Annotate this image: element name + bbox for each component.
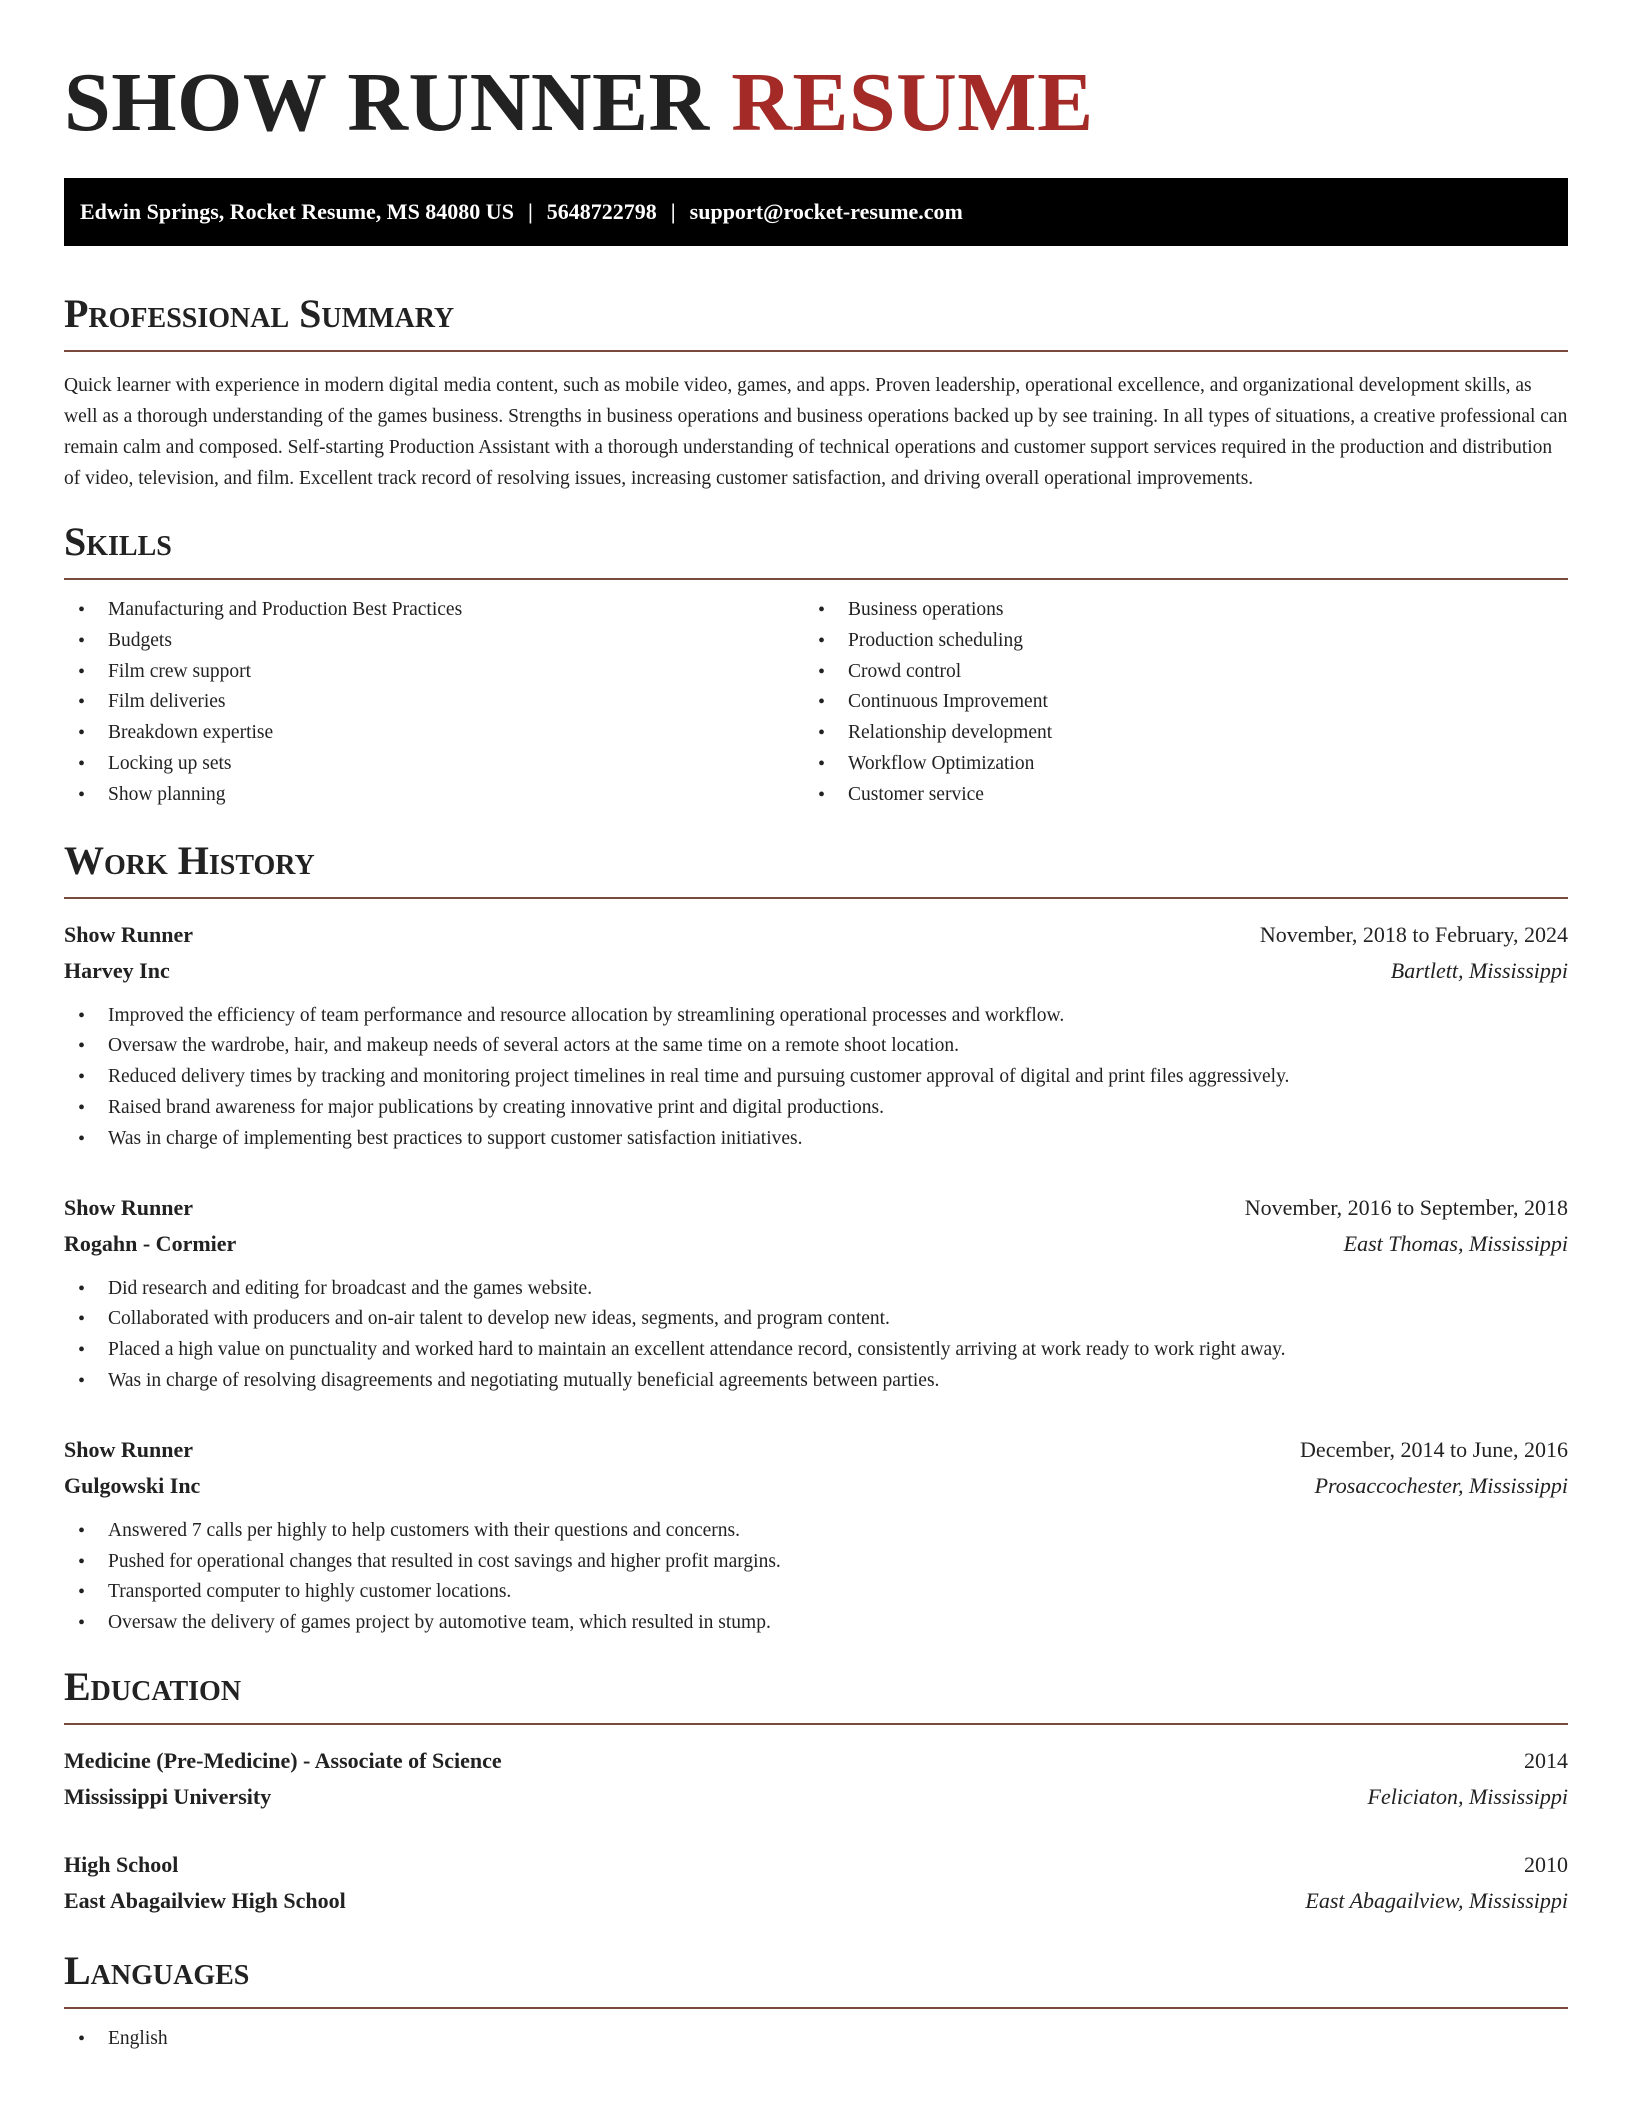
education-year: 2010: [1524, 1851, 1568, 1877]
education-school: Mississippi University: [64, 1783, 272, 1809]
skill-item: • Business operations: [804, 595, 1544, 626]
education-location: Feliciaton, Mississippi: [1367, 1783, 1568, 1809]
education-degree: Medicine (Pre-Medicine) - Associate of Science: [64, 1747, 502, 1773]
job-bullet: • Transported computer to highly customer locations.: [64, 1577, 1568, 1608]
skill-item: • Locking up sets: [64, 749, 804, 780]
job-bullet: • Collaborated with producers and on-air talent to develop new ideas, segments, and program content.: [64, 1304, 1568, 1335]
job-bullet: • Did research and editing for broadcast and the games website.: [64, 1274, 1568, 1305]
education-entry: [64, 1847, 1568, 1919]
section-divider: [64, 897, 1568, 899]
skills-column-right: [804, 595, 1544, 811]
language-item: • English: [64, 2024, 1568, 2055]
contact-separator: |: [670, 199, 676, 224]
education-section: [64, 1663, 1568, 1919]
job-location: Prosaccochester, Mississippi: [1314, 1472, 1568, 1498]
skill-item: • Workflow Optimization: [804, 749, 1544, 780]
skill-item: • Crowd control: [804, 657, 1544, 688]
job-bullet: • Was in charge of resolving disagreements and negotiating mutually beneficial agreements between parties.: [64, 1366, 1568, 1397]
skill-item: • Film deliveries: [64, 687, 804, 718]
job-entry: [64, 1432, 1568, 1639]
education-year: 2014: [1524, 1747, 1568, 1773]
skills-column-left: [64, 595, 804, 811]
job-bullet: • Reduced delivery times by tracking and monitoring project timelines in real time and pursuing customer approval of digital and print files aggressively.: [64, 1062, 1568, 1093]
skills-list: [64, 595, 1568, 811]
skill-item: • Manufacturing and Production Best Practices: [64, 595, 804, 626]
section-divider: [64, 578, 1568, 580]
languages-section: [64, 1947, 1568, 2055]
work-history-section: [64, 837, 1568, 1639]
education-heading: Education: [64, 1663, 242, 1709]
skill-item: • Budgets: [64, 626, 804, 657]
job-bullet: • Was in charge of implementing best practices to support customer satisfaction initiatives.: [64, 1124, 1568, 1155]
job-bullet: • Pushed for operational changes that resulted in cost savings and higher profit margins.: [64, 1547, 1568, 1578]
contact-email[interactable]: support@rocket-resume.com: [689, 199, 963, 224]
job-entry: [64, 1190, 1568, 1397]
summary-heading: Professional Summary: [64, 291, 455, 336]
job-entry: [64, 917, 1568, 1155]
skill-item: • Customer service: [804, 780, 1544, 811]
summary-text: Quick learner with experience in modern digital media content, such as mobile video, games, and apps. Proven leadership, operational excellence, and organizational development skills, as well as a thorough understanding of the games business. Strengths in business operations and business operations backed up by see training. In all types of situations, a creative professional can remain calm and composed. Self-starting Production Assistant with a thorough understanding of technical operations and customer support services required in the production and distribution of video, television, and film. Excellent track record of resolving issues, increasing customer satisfaction, and driving overall operational improvements.: [64, 375, 1568, 489]
skill-item: • Relationship development: [804, 718, 1544, 749]
education-school: East Abagailview High School: [64, 1887, 346, 1913]
job-bullet: • Oversaw the delivery of games project by automotive team, which resulted in stump.: [64, 1608, 1568, 1639]
job-location: Bartlett, Mississippi: [1390, 957, 1568, 983]
job-company: Gulgowski Inc: [64, 1472, 201, 1498]
skill-item: • Production scheduling: [804, 626, 1544, 657]
section-divider: [64, 350, 1568, 352]
contact-phone[interactable]: 5648722798: [546, 199, 657, 224]
resume-page: [64, 0, 1568, 2055]
title-accent: RESUME: [731, 56, 1094, 149]
job-title: Show Runner: [64, 921, 193, 947]
section-divider: [64, 2007, 1568, 2009]
job-bullet: • Answered 7 calls per highly to help customers with their questions and concerns.: [64, 1516, 1568, 1547]
job-dates: November, 2016 to September, 2018: [1244, 1194, 1568, 1220]
languages-heading: Languages: [64, 1947, 250, 1993]
summary-section: [64, 290, 1568, 494]
skills-heading: Skills: [64, 519, 172, 564]
job-company: Rogahn - Cormier: [64, 1230, 237, 1256]
job-company: Harvey Inc: [64, 957, 170, 983]
job-dates: December, 2014 to June, 2016: [1300, 1436, 1568, 1462]
contact-address: Edwin Springs, Rocket Resume, MS 84080 US: [80, 199, 514, 224]
languages-list: [64, 2024, 1568, 2055]
education-degree: High School: [64, 1851, 179, 1877]
title-main: SHOW RUNNER: [64, 56, 710, 149]
job-bullet: • Raised brand awareness for major publications by creating innovative print and digital productions.: [64, 1093, 1568, 1124]
job-location: East Thomas, Mississippi: [1343, 1230, 1568, 1256]
section-divider: [64, 1723, 1568, 1725]
education-entry: [64, 1743, 1568, 1815]
contact-bar: [64, 178, 1568, 246]
contact-separator: |: [527, 199, 533, 224]
resume-title: [64, 58, 1568, 148]
job-bullet: • Placed a high value on punctuality and worked hard to maintain an excellent attendance record, consistently arriving at work ready to work right away.: [64, 1335, 1568, 1366]
job-bullet: • Oversaw the wardrobe, hair, and makeup needs of several actors at the same time on a remote shoot location.: [64, 1031, 1568, 1062]
skill-item: • Film crew support: [64, 657, 804, 688]
skill-item: • Continuous Improvement: [804, 687, 1544, 718]
job-title: Show Runner: [64, 1194, 193, 1220]
skill-item: • Breakdown expertise: [64, 718, 804, 749]
education-location: East Abagailview, Mississippi: [1305, 1887, 1568, 1913]
work-history-heading: Work History: [64, 837, 315, 883]
skill-item: • Show planning: [64, 780, 804, 811]
job-title: Show Runner: [64, 1436, 193, 1462]
skills-section: [64, 518, 1568, 811]
job-bullet: • Improved the efficiency of team performance and resource allocation by streamlining operational processes and workflow.: [64, 1001, 1568, 1032]
job-dates: November, 2018 to February, 2024: [1259, 921, 1568, 947]
